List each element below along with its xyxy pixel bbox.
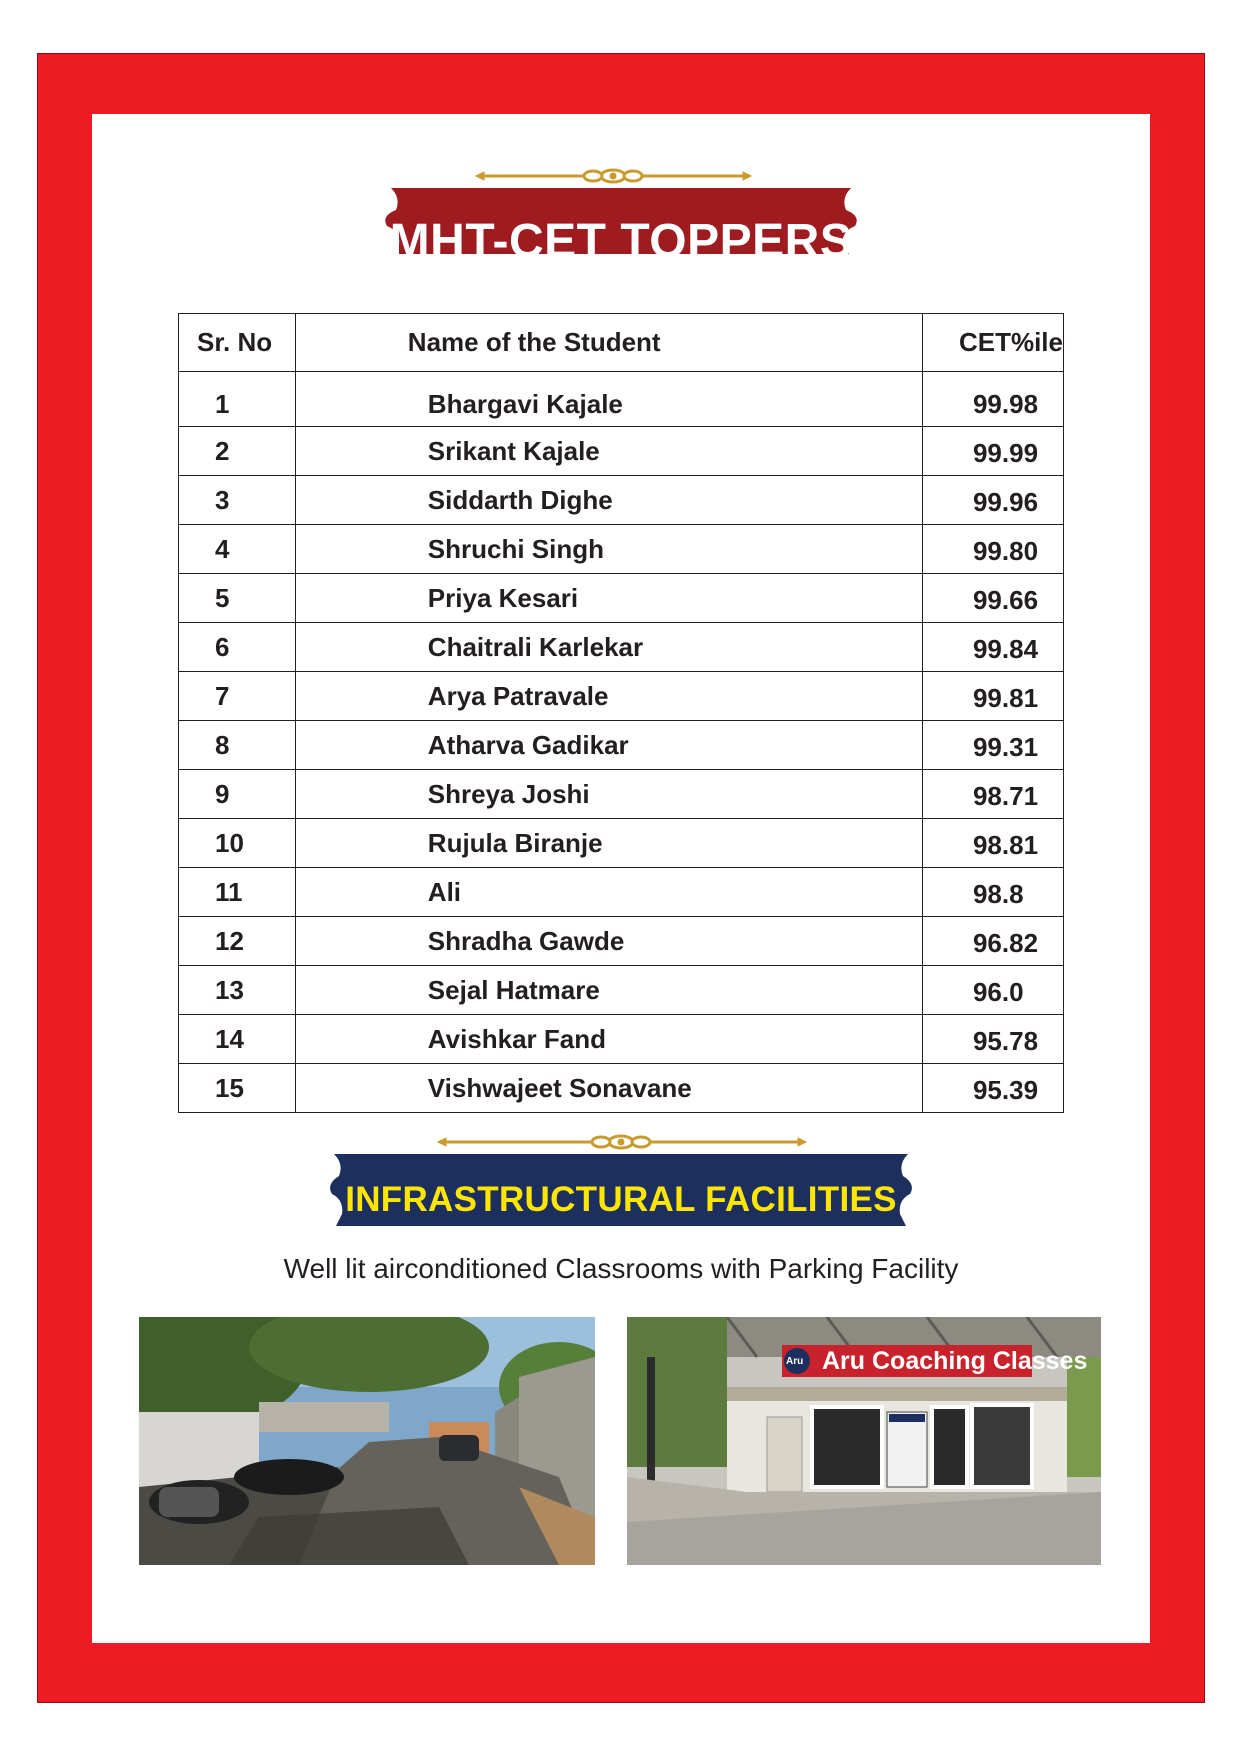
toppers-title: MHT-CET TOPPERS <box>389 215 853 268</box>
ornament-flourish-icon <box>438 1136 806 1148</box>
percentile-cell: 98.8 <box>922 868 1063 917</box>
student-name-cell: Srikant Kajale <box>295 427 922 476</box>
student-name-cell: Sejal Hatmare <box>295 966 922 1015</box>
student-name-cell: Atharva Gadikar <box>295 721 922 770</box>
percentile-cell: 99.81 <box>922 672 1063 721</box>
student-name-cell: Rujula Biranje <box>295 819 922 868</box>
table-row <box>179 525 1064 574</box>
percentile-cell: 99.96 <box>922 476 1063 525</box>
sr-no-cell: 12 <box>179 917 296 966</box>
percentile-cell: 99.84 <box>922 623 1063 672</box>
sr-no-cell: 6 <box>179 623 296 672</box>
table-row <box>179 1015 1064 1064</box>
table-row <box>179 868 1064 917</box>
table-row <box>179 476 1064 525</box>
infra-title: INFRASTRUCTURAL FACILITIES <box>345 1180 897 1219</box>
student-name-cell: Priya Kesari <box>295 574 922 623</box>
sr-no-cell: 11 <box>179 868 296 917</box>
student-name-cell: Arya Patravale <box>295 672 922 721</box>
table-row <box>179 623 1064 672</box>
coaching-sign-text: Aru Coaching Classes <box>822 1347 1088 1375</box>
student-name-cell: Vishwajeet Sonavane <box>295 1064 922 1113</box>
sr-no-cell: 8 <box>179 721 296 770</box>
ornament-flourish-icon <box>476 170 751 182</box>
sr-no-cell: 3 <box>179 476 296 525</box>
coaching-logo-icon: Aru <box>786 1356 804 1367</box>
header-sr-no: Sr. No <box>179 314 296 372</box>
student-name-cell: Avishkar Fand <box>295 1015 922 1064</box>
student-name-cell: Siddarth Dighe <box>295 476 922 525</box>
percentile-cell: 99.80 <box>922 525 1063 574</box>
sr-no-cell: 13 <box>179 966 296 1015</box>
sr-no-cell: 15 <box>179 1064 296 1113</box>
student-name-cell: Shruchi Singh <box>295 525 922 574</box>
sr-no-cell: 14 <box>179 1015 296 1064</box>
table-header-row <box>179 314 1064 372</box>
percentile-cell: 99.98 <box>922 372 1063 427</box>
percentile-cell: 99.31 <box>922 721 1063 770</box>
table-row <box>179 819 1064 868</box>
student-name-cell: Shradha Gawde <box>295 917 922 966</box>
percentile-cell: 98.71 <box>922 770 1063 819</box>
percentile-cell: 99.99 <box>922 427 1063 476</box>
percentile-cell: 98.81 <box>922 819 1063 868</box>
toppers-title-banner <box>92 166 1150 266</box>
toppers-table <box>178 313 1064 1113</box>
table-row <box>179 721 1064 770</box>
page-content <box>92 114 1150 1643</box>
sr-no-cell: 1 <box>179 372 296 427</box>
table-row <box>179 574 1064 623</box>
sr-no-cell: 5 <box>179 574 296 623</box>
student-name-cell: Ali <box>295 868 922 917</box>
student-name-cell: Bhargavi Kajale <box>295 372 922 427</box>
percentile-cell: 99.66 <box>922 574 1063 623</box>
table-row <box>179 372 1064 427</box>
infra-subtitle: Well lit airconditioned Classrooms with Parking Facility <box>283 1253 959 1284</box>
table-row <box>179 427 1064 476</box>
sr-no-cell: 9 <box>179 770 296 819</box>
header-student-name: Name of the Student <box>295 314 922 372</box>
percentile-cell: 95.78 <box>922 1015 1063 1064</box>
student-name-cell: Chaitrali Karlekar <box>295 623 922 672</box>
sr-no-cell: 10 <box>179 819 296 868</box>
sr-no-cell: 4 <box>179 525 296 574</box>
table-row <box>179 770 1064 819</box>
percentile-cell: 96.82 <box>922 917 1063 966</box>
percentile-cell: 95.39 <box>922 1064 1063 1113</box>
table-row <box>179 966 1064 1015</box>
coaching-entrance-photo <box>627 1317 1101 1565</box>
sr-no-cell: 7 <box>179 672 296 721</box>
student-name-cell: Shreya Joshi <box>295 770 922 819</box>
header-cet-percentile: CET%ile <box>922 314 1063 372</box>
table-row <box>179 672 1064 721</box>
sr-no-cell: 2 <box>179 427 296 476</box>
infra-title-banner <box>92 1130 1150 1240</box>
table-row <box>179 917 1064 966</box>
percentile-cell: 96.0 <box>922 966 1063 1015</box>
table-row <box>179 1064 1064 1113</box>
parking-lane-photo <box>139 1317 595 1565</box>
